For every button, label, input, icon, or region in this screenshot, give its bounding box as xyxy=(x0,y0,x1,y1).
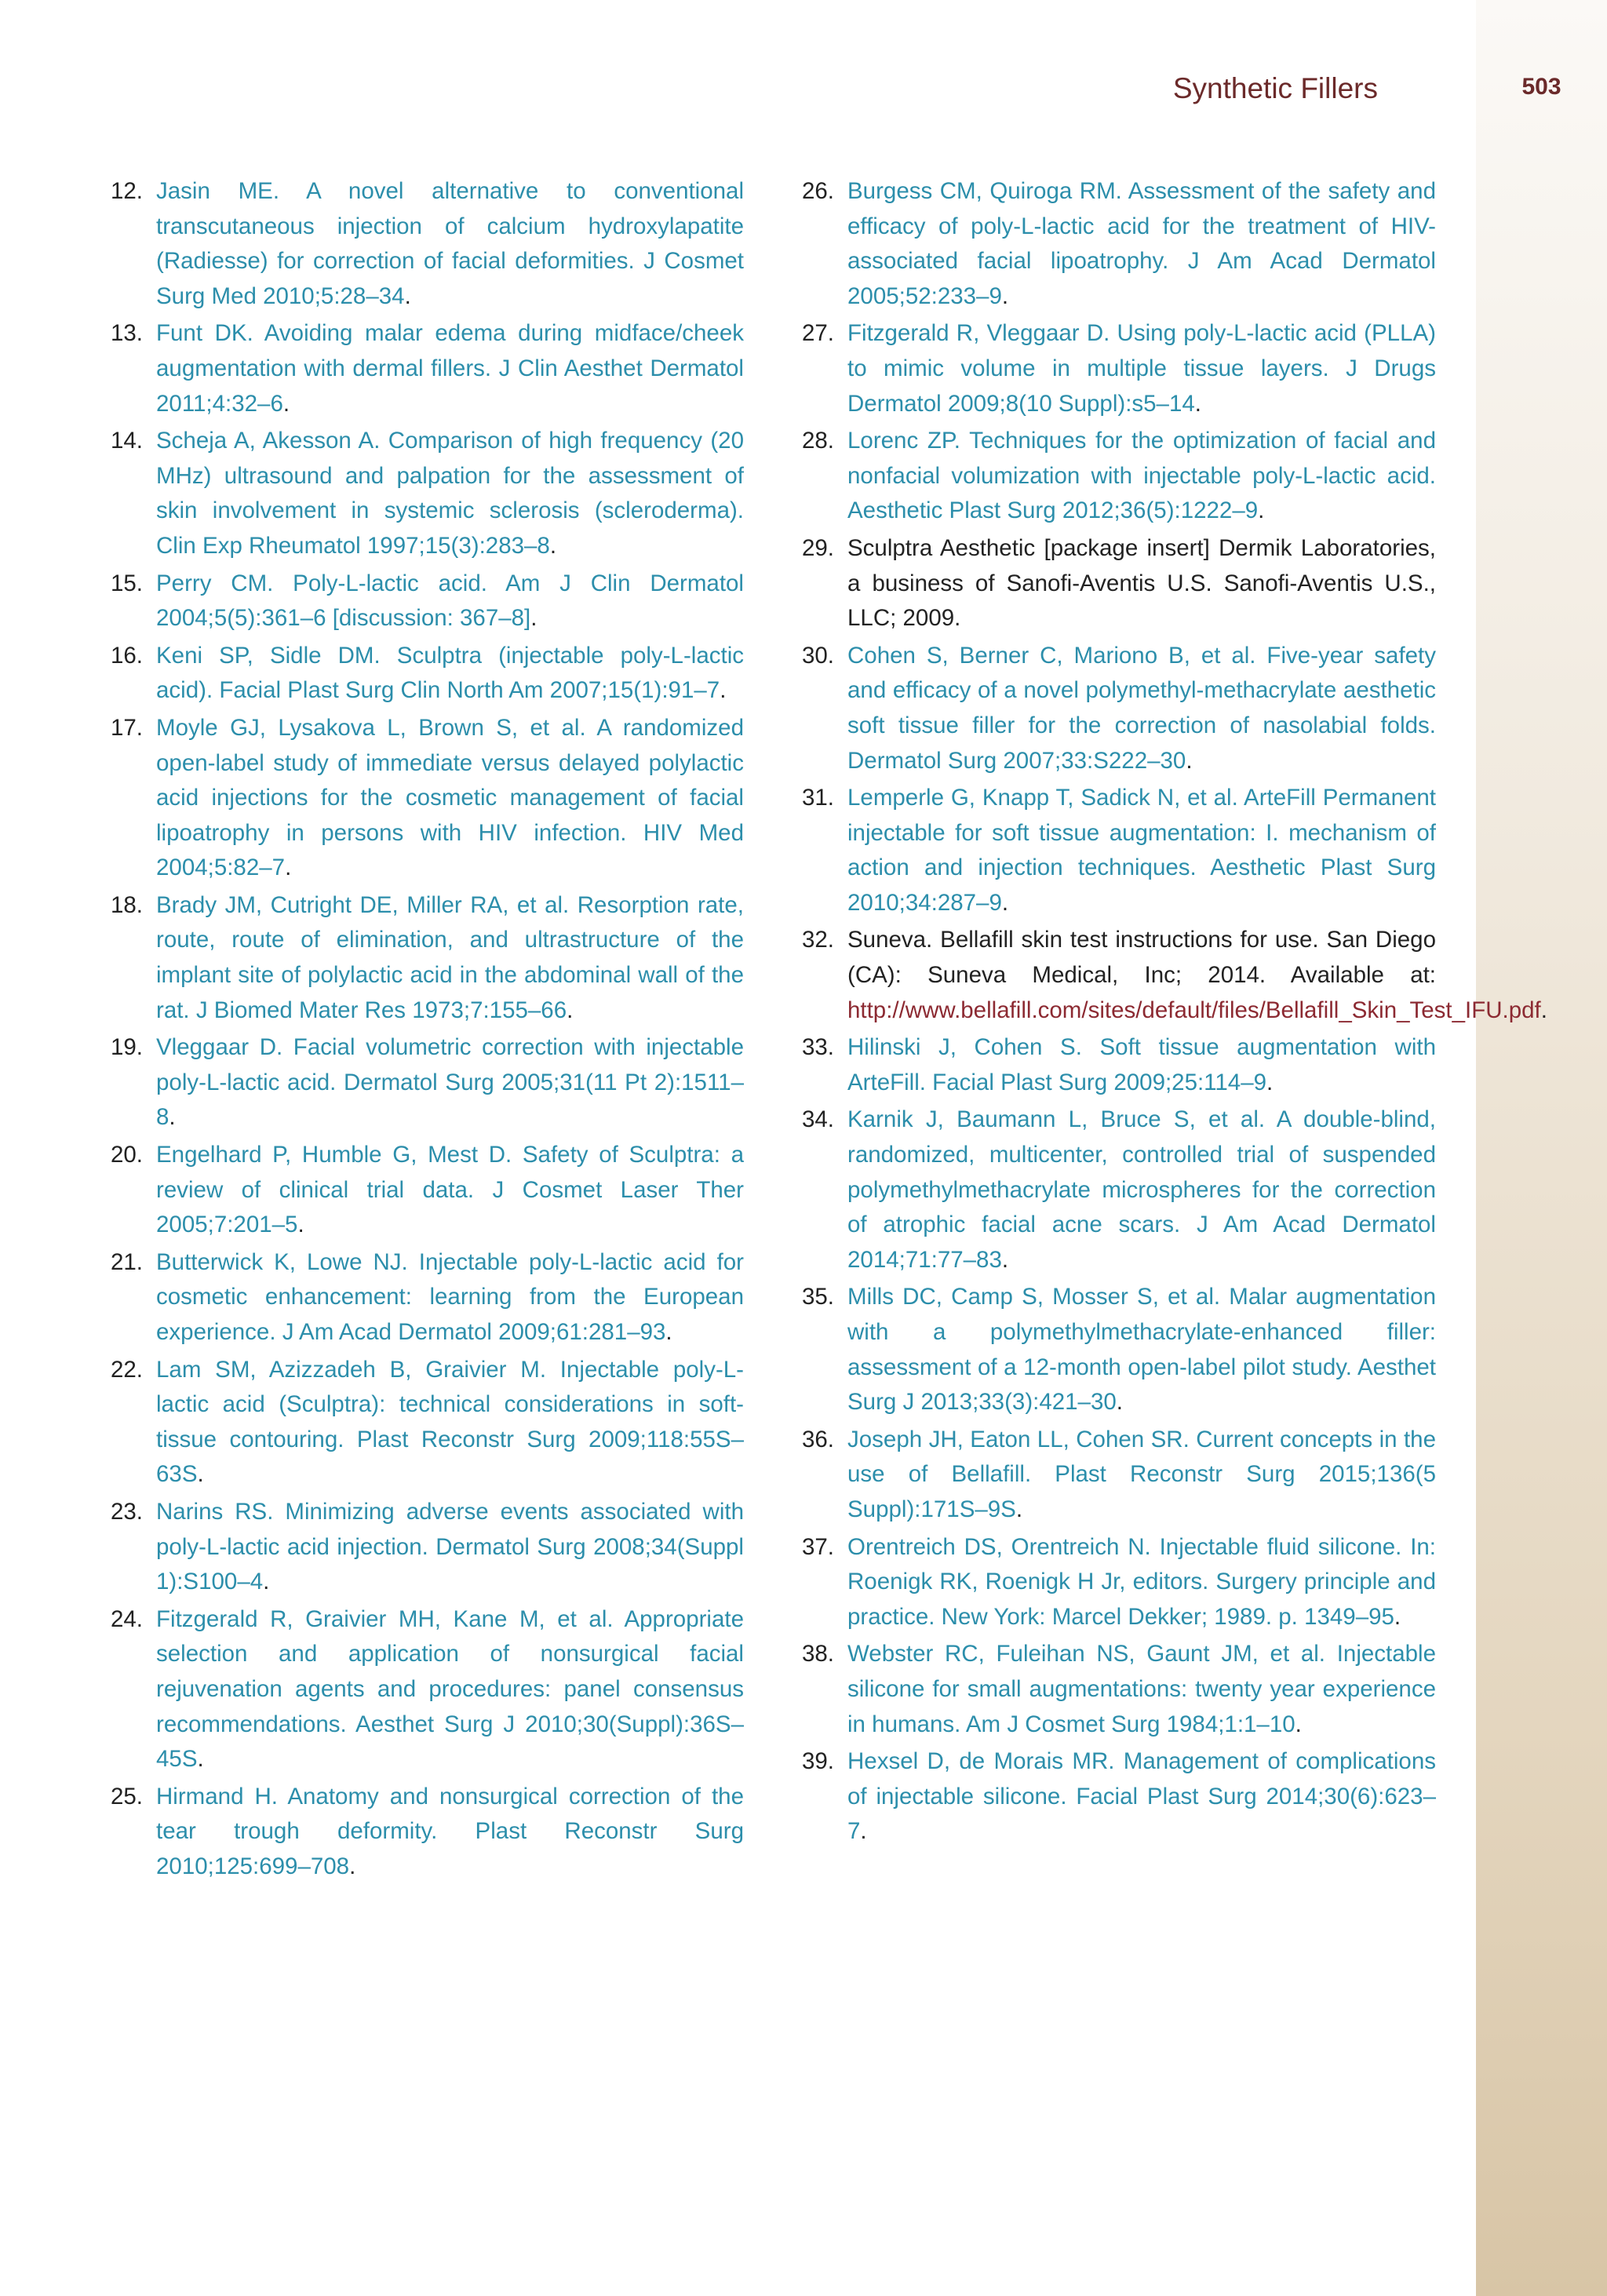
reference-item[interactable] xyxy=(798,1102,1436,1277)
references-right-column xyxy=(798,174,1547,1852)
reference-item xyxy=(798,531,1436,636)
reference-item[interactable] xyxy=(798,781,1436,920)
reference-number: 22. xyxy=(110,1356,143,1383)
reference-item[interactable] xyxy=(798,174,1436,314)
page-edge-band xyxy=(1476,0,1607,2296)
reference-text: Moyle GJ, Lysakova L, Brown S, et al. A randomized open-label study of immediate versus delayed polylactic acid injections for the cosmetic management of facial lipoatrophy in persons with HIV infection. HIV Med 2004;5:82–7 xyxy=(156,714,744,881)
reference-text: Lorenc ZP. Techniques for the optimization of facial and nonfacial volumization with injectable poly-L-lactic acid. Aesthetic Plast Surg 2012;36(5):1222–9 xyxy=(847,428,1436,524)
reference-number: 30. xyxy=(801,642,834,669)
reference-item[interactable] xyxy=(107,1780,744,1885)
reference-text: Scheja A, Akesson A. Comparison of high frequency (20 MHz) ultrasound and palpation for the assessment of skin involvement in systemic sclerosis (scleroderma). Clin Exp Rheumatol 1997;15(3):283–8 xyxy=(156,428,744,559)
reference-tail: . xyxy=(285,855,292,881)
reference-text: Perry CM. Poly-L-lactic acid. Am J Clin Dermatol 2004;5(5):361–6 [discussion: 367–8] xyxy=(156,570,744,632)
reference-tail: . xyxy=(1258,497,1265,524)
reference-item[interactable] xyxy=(107,1602,744,1777)
reference-number: 27. xyxy=(801,320,834,347)
reference-item[interactable] xyxy=(107,888,744,1028)
reference-tail: . xyxy=(1194,390,1201,417)
reference-number: 39. xyxy=(801,1748,834,1775)
reference-text: Lam SM, Azizzadeh B, Graivier M. Injectable poly-L-lactic acid (Sculptra): technical considerations in soft-tissue contouring. Plast Reconstr Surg 2009;118:55S–63S xyxy=(156,1356,744,1488)
reference-tail: . xyxy=(1295,1711,1302,1737)
reference-text: Fitzgerald R, Vleggaar D. Using poly-L-lactic acid (PLLA) to mimic volume in multiple tissue layers. J Drugs Dermatol 2009;8(10 Suppl):s5–14 xyxy=(847,320,1436,417)
reference-item[interactable] xyxy=(798,424,1436,529)
reference-number: 23. xyxy=(110,1498,143,1525)
reference-number: 14. xyxy=(110,428,143,454)
reference-text: Hilinski J, Cohen S. Soft tissue augmentation with ArteFill. Facial Plast Surg 2009;25:114–9 xyxy=(847,1034,1436,1095)
reference-tail: . xyxy=(1394,1603,1401,1630)
reference-item[interactable] xyxy=(798,1744,1436,1850)
reference-text: Butterwick K, Lowe NJ. Injectable poly-L-lactic acid for cosmetic enhancement: learning from the European experience. J Am Acad Dermatol 2009;61:281–93 xyxy=(156,1248,744,1345)
reference-number: 20. xyxy=(110,1142,143,1168)
reference-number: 12. xyxy=(110,178,143,204)
reference-item[interactable] xyxy=(798,316,1436,421)
reference-tail: . xyxy=(1001,1246,1009,1273)
reference-number: 37. xyxy=(801,1533,834,1560)
reference-text: Narins RS. Minimizing adverse events associated with poly-L-lactic acid injection. Dermatol Surg 2008;34(Suppl 1):S100–4 xyxy=(156,1498,744,1595)
reference-tail: . xyxy=(530,605,537,632)
reference-item xyxy=(798,923,1547,1028)
reference-number: 31. xyxy=(801,785,834,811)
reference-tail: . xyxy=(665,1319,672,1345)
reference-number: 35. xyxy=(801,1284,834,1310)
reference-item[interactable] xyxy=(107,174,744,314)
reference-item[interactable] xyxy=(107,639,744,709)
reference-tail: . xyxy=(197,1461,204,1488)
reference-tail: . xyxy=(1001,282,1009,309)
reference-item[interactable] xyxy=(798,1280,1436,1420)
reference-text: Suneva. Bellafill skin test instructions for use. San Diego (CA): Suneva Medical, Inc; 2014. Available at: xyxy=(847,927,1436,989)
reference-tail: . xyxy=(1186,747,1193,774)
reference-item[interactable] xyxy=(107,424,744,563)
reference-text: Funt DK. Avoiding malar edema during midface/cheek augmentation with dermal fillers. J Clin Aesthet Dermatol 2011;4:32–6 xyxy=(156,320,744,417)
reference-tail: . xyxy=(549,532,557,559)
reference-number: 32. xyxy=(801,927,834,953)
reference-number: 25. xyxy=(110,1783,143,1809)
reference-tail: . xyxy=(169,1104,176,1131)
reference-tail: . xyxy=(297,1212,304,1238)
reference-url-link[interactable]: http://www.bellafill.com/sites/default/files/Bellafill_Skin_Test_IFU.pdf xyxy=(847,997,1541,1023)
reference-item[interactable] xyxy=(107,1245,744,1350)
reference-item[interactable] xyxy=(107,1030,744,1135)
reference-item[interactable] xyxy=(798,1530,1436,1635)
reference-text: Fitzgerald R, Graivier MH, Kane M, et al. Appropriate selection and application of nonsurgical facial rejuvenation agents and procedures: panel consensus recommendations. Aesthet Surg J 2010;30(Suppl):36S–45S xyxy=(156,1605,744,1773)
reference-text: Sculptra Aesthetic [package insert] Dermik Laboratories, a business of Sanofi-Aventis U.S. Sanofi-Aventis U.S., LLC; 2009. xyxy=(847,534,1436,632)
reference-item[interactable] xyxy=(107,316,744,421)
reference-text: Cohen S, Berner C, Mariono B, et al. Five-year safety and efficacy of a novel polymethyl-methacrylate aesthetic soft tissue filler for the correction of nasolabial folds. Dermatol Surg 2007;33:S222–30 xyxy=(847,642,1436,774)
reference-item[interactable] xyxy=(798,1030,1436,1100)
reference-number: 38. xyxy=(801,1641,834,1667)
reference-item[interactable] xyxy=(107,1138,744,1243)
reference-number: 34. xyxy=(801,1106,834,1133)
reference-text: Vleggaar D. Facial volumetric correction with injectable poly-L-lactic acid. Dermatol Surg 2005;31(11 Pt 2):1511–8 xyxy=(156,1034,744,1131)
reference-tail: . xyxy=(1116,1389,1123,1416)
reference-tail: . xyxy=(1540,997,1547,1023)
reference-tail: . xyxy=(860,1818,867,1845)
reference-number: 33. xyxy=(801,1034,834,1061)
page-number: 503 xyxy=(1521,74,1561,100)
reference-item[interactable] xyxy=(798,639,1436,778)
reference-item[interactable] xyxy=(107,1495,744,1600)
reference-number: 26. xyxy=(801,178,834,204)
reference-item[interactable] xyxy=(798,1637,1436,1742)
reference-text: Orentreich DS, Orentreich N. Injectable fluid silicone. In: Roenigk RK, Roenigk H Jr, editors. Surgery principle and practice. New York: Marcel Dekker; 1989. p. 1349–95 xyxy=(847,1533,1436,1630)
reference-tail: . xyxy=(197,1746,204,1773)
reference-tail: . xyxy=(567,997,574,1023)
reference-text: Brady JM, Cutright DE, Miller RA, et al. Resorption rate, route, route of elimination, and ultrastructure of the implant site of polylactic acid in the abdominal wall of the rat. J Biomed Mater Res 1973;7:155–66 xyxy=(156,891,744,1023)
reference-tail: . xyxy=(1266,1069,1274,1095)
reference-item[interactable] xyxy=(107,711,744,886)
reference-text: Keni SP, Sidle DM. Sculptra (injectable poly-L-lactic acid). Facial Plast Surg Clin North Am 2007;15(1):91–7 xyxy=(156,642,744,704)
reference-item[interactable] xyxy=(798,1423,1436,1528)
reference-text: Joseph JH, Eaton LL, Cohen SR. Current concepts in the use of Bellafill. Plast Reconstr Surg 2015;136(5 Suppl):171S–9S xyxy=(847,1426,1436,1522)
reference-number: 21. xyxy=(110,1248,143,1275)
reference-text: Hexsel D, de Morais MR. Management of complications of injectable silicone. Facial Plast Surg 2014;30(6):623–7 xyxy=(847,1748,1436,1845)
reference-tail: . xyxy=(282,390,290,417)
reference-text: Jasin ME. A novel alternative to conventional transcutaneous injection of calcium hydroxylapatite (Radiesse) for correction of facial deformities. J Cosmet Surg Med 2010;5:28–34 xyxy=(156,178,744,309)
reference-number: 36. xyxy=(801,1426,834,1452)
reference-number: 19. xyxy=(110,1034,143,1061)
reference-text: Lemperle G, Knapp T, Sadick N, et al. ArteFill Permanent injectable for soft tissue augmentation: I. mechanism of action and injection techniques. Aesthetic Plast Surg 2010;34:287–9 xyxy=(847,785,1436,916)
reference-number: 18. xyxy=(110,891,143,918)
reference-number: 15. xyxy=(110,570,143,596)
reference-text: Webster RC, Fuleihan NS, Gaunt JM, et al. Injectable silicone for small augmentations: twenty year experience in humans. Am J Cosmet Surg 1984;1:1–10 xyxy=(847,1641,1436,1737)
reference-number: 29. xyxy=(801,534,834,561)
reference-text: Karnik J, Baumann L, Bruce S, et al. A double-blind, randomized, multicenter, controlled trial of suspended polymethylmethacrylate microspheres for the correction of atrophic facial acne scars. J Am Acad Dermatol 2014;71:77–83 xyxy=(847,1106,1436,1273)
reference-tail: . xyxy=(1015,1496,1023,1522)
reference-tail: . xyxy=(404,282,411,309)
reference-number: 17. xyxy=(110,714,143,741)
reference-tail: . xyxy=(263,1569,270,1595)
reference-tail: . xyxy=(720,677,727,704)
references-left-column xyxy=(107,174,744,1887)
reference-text: Burgess CM, Quiroga RM. Assessment of the safety and efficacy of poly-L-lactic acid for the treatment of HIV-associated facial lipoatrophy. J Am Acad Dermatol 2005;52:233–9 xyxy=(847,178,1436,309)
reference-number: 28. xyxy=(801,428,834,454)
reference-text: Hirmand H. Anatomy and nonsurgical correction of the tear trough deformity. Plast Reconstr Surg 2010;125:699–708 xyxy=(156,1783,744,1879)
reference-number: 13. xyxy=(110,320,143,347)
reference-text: Engelhard P, Humble G, Mest D. Safety of Sculptra: a review of clinical trial data. J Cosmet Laser Ther 2005;7:201–5 xyxy=(156,1142,744,1238)
reference-tail: . xyxy=(349,1853,356,1879)
reference-item[interactable] xyxy=(107,1353,744,1492)
reference-number: 24. xyxy=(110,1605,143,1632)
reference-item[interactable] xyxy=(107,567,744,636)
reference-number: 16. xyxy=(110,642,143,669)
reference-tail: . xyxy=(1001,889,1009,916)
reference-text: Mills DC, Camp S, Mosser S, et al. Malar augmentation with a polymethylmethacrylate-enhanced filler: assessment of a 12-month open-label pilot study. Aesthet Surg J 2013;33(3):421–30 xyxy=(847,1284,1436,1416)
running-header-title: Synthetic Fillers xyxy=(1172,72,1378,104)
